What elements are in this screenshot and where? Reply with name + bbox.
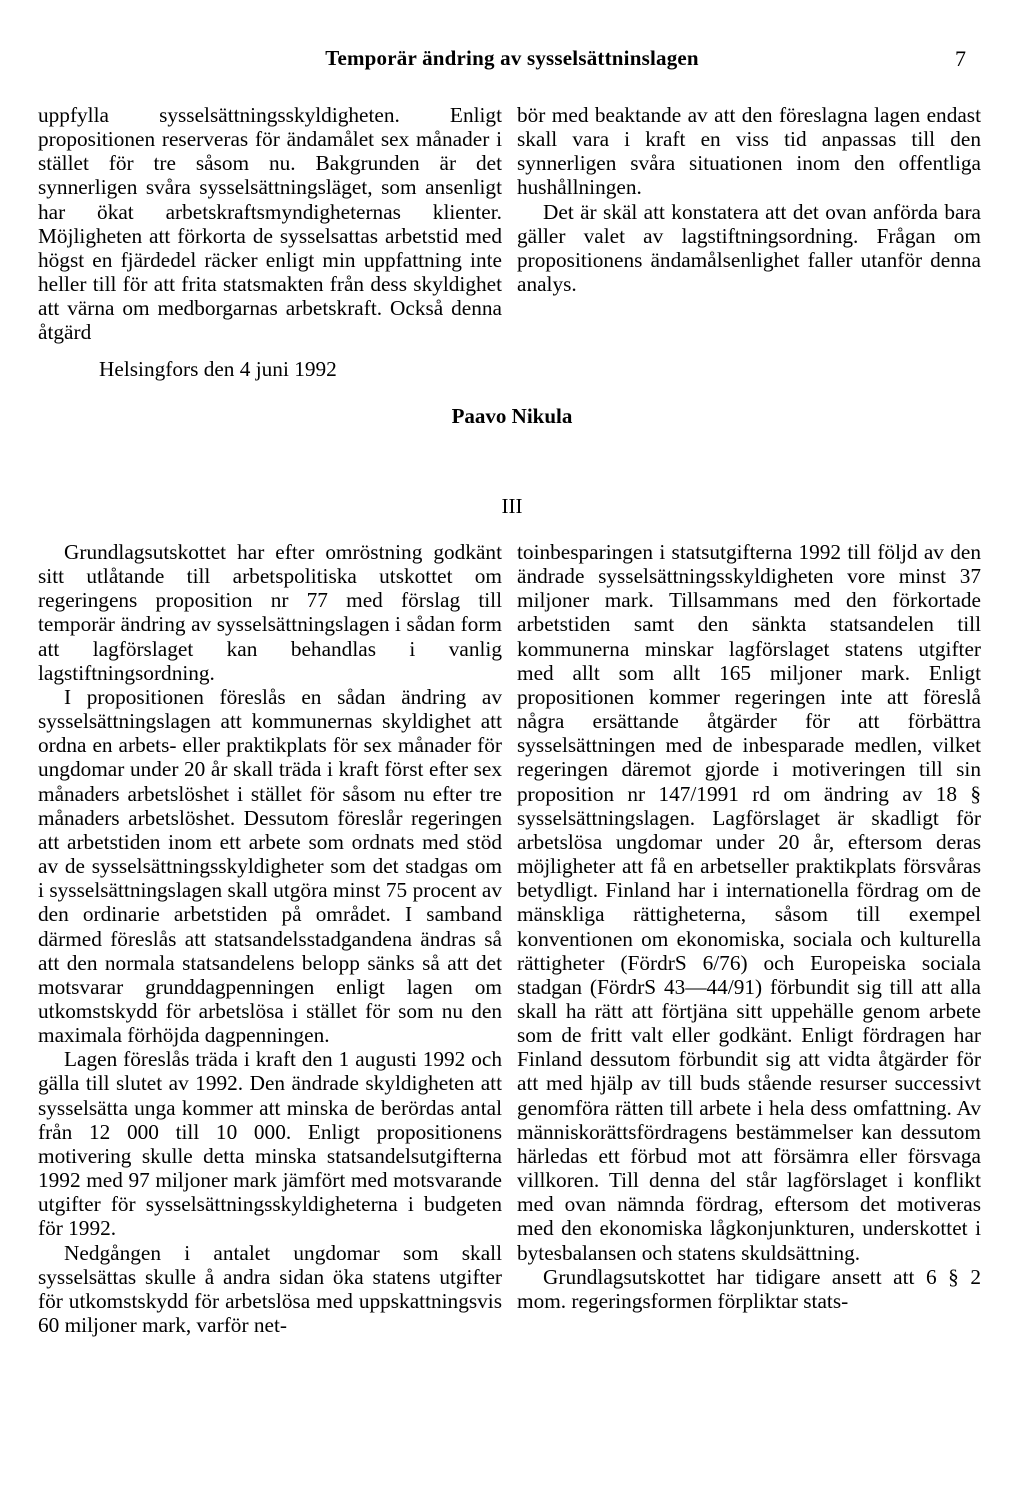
dissent-paragraph-conclusion: Det är skäl att konstatera att det ovan anförda bara gäller valet av lagstiftningsordning. Frågan om propositionens ändamålsenlighet faller utanför denna analys. — [517, 199, 981, 297]
dissent-right-column — [517, 103, 981, 296]
page-number: 7 — [955, 46, 966, 71]
body-paragraph: Lagen föreslås träda i kraft den 1 augusti 1992 och gälla till slutet av 1992. Den ändrade skyldigheten att sysselsätta unga kommer att minska de berördas antal från 12 000 till 10 000. Enligt propositionens motivering skulle detta minska statsandelsutgifterna 1992 med 97 miljoner mark jämfört med motsvarande utgifter för sysselsättningsskyldigheterna i budgeten för 1992. — [38, 1047, 502, 1241]
place-and-date: Helsingfors den 4 juni 1992 — [99, 357, 337, 381]
running-header-title: Temporär ändring av sysselsättninslagen — [325, 46, 699, 70]
signature-name: Paavo Nikula — [451, 404, 573, 428]
dissent-left-column — [38, 103, 502, 345]
body-paragraph: toinbesparingen i statsutgifterna 1992 till följd av den ändrade sysselsättningsskyldigheten vore minst 37 miljoner mark. Tillsammans med den förkortade arbetstiden samt den sänkta statsandelen till kommunerna minskar lagförslaget statens utgifter med allt som allt 165 miljoner mark. Enligt propositionen kommer regeringen inte att föreslå några ersättande åtgärder för att förbättra sysselsättningen med de inbesparade medlen, vilket regeringen däremot gjorde i motiveringen till sin proposition nr 147/1991 rd om ändring av 18 § sysselsättningslagen. Lagförslaget är skadligt för arbetslösa ungdomar under 20 år, eftersom deras möjligheter att få en arbetseller praktikplats försvåras betydligt. Finland har i internationella fördrag om de mänskliga rättigheterna, såsom till exempel konventionen om ekonomiska, sociala och kulturella rättigheter (FördrS 6/76) och Europeiska sociala stadgan (FördrS 43—44/91) förbundit sig till att alla skall ha rätt att förtjäna sitt uppehälle genom arbete som de fritt valt eller godkänt. Enligt fördragen har Finland dessutom förbundit sig att vidta åtgärder för att med hjälp av till buds stående resurser successivt genomföra rätten till arbete i hela dess omfattning. Av människorättsfördragens bestämmelser kan dessutom härledas ett förbud mot att försämra eller försvaga villkoren. Till denna del står lagförslaget i konflikt med ovan nämnda fördrag, eftersom det motiveras med den ekonomiska lågkonjunkturen, underskottet i bytesbalansen och statens skuldsättning. — [517, 540, 981, 1265]
body-paragraph: I propositionen föreslås en sådan ändring av sysselsättningslagen att kommunernas skyldighet att ordna en arbets- eller praktikplats för sex månader för ungdomar under 20 år skall träda i kraft först efter sex månaders arbetslöshet i stället för såsom nu efter tre månaders arbetslöshet. Dessutom föreslår regeringen att arbetstiden inom ett arbete som ordnats med stöd av de sysselsättningsskyldigheter som det stadgas om i sysselsättningslagen skall utgöra minst 75 procent av den ordinarie arbetstiden på området. I samband därmed föreslås att statsandelsstadgandena ändras så att den normala statsandelens belopp sänks så att det motsvarar grunddagpenningen enligt lagen om utkomstskydd för arbetslösa i stället för som nu den maximala förhöjda dagpenningen. — [38, 684, 502, 1048]
dissent-paragraph-end: bör med beaktande av att den föreslagna lagen endast skall vara i kraft en viss tid anpassas till den synnerligen svåra situationen inom den offentliga hushållningen. — [517, 103, 981, 200]
section-left-column — [38, 540, 502, 1337]
section-right-column — [517, 540, 981, 1313]
dissent-paragraph-continued: uppfylla sysselsättningsskyldigheten. Enligt propositionen reserveras för ändamålet sex månader i stället för tre såsom nu. Bakgrunden är det synnerligen svåra sysselsättningsläget, som ansenligt har ökat arbetskraftsmyndigheternas klienter. Möjligheten att förkorta de sysselsattas arbetstid med högst en fjärdedel räcker enligt min uppfattning inte heller till för att frita statsmakten från dess skyldighet att värna om medborgarnas arbetskraft. Också denna åtgärd — [38, 103, 502, 345]
section-heading-roman: III — [501, 494, 523, 518]
body-paragraph: Nedgången i antalet ungdomar som skall sysselsättas skulle å andra sidan öka statens utgifter för utkomstskydd för arbetslösa med uppskattningsvis 60 miljoner mark, varför net- — [38, 1240, 502, 1337]
body-paragraph: Grundlagsutskottet har tidigare ansett att 6 § 2 mom. regeringsformen förpliktar stats- — [517, 1264, 981, 1313]
body-paragraph: Grundlagsutskottet har efter omröstning godkänt sitt utlåtande till arbetspolitiska utskottet om regeringens proposition nr 77 med förslag till temporär ändring av sysselsättningslagen i sådan form att lagförslaget kan behandlas i vanlig lagstiftningsordning. — [38, 540, 502, 685]
